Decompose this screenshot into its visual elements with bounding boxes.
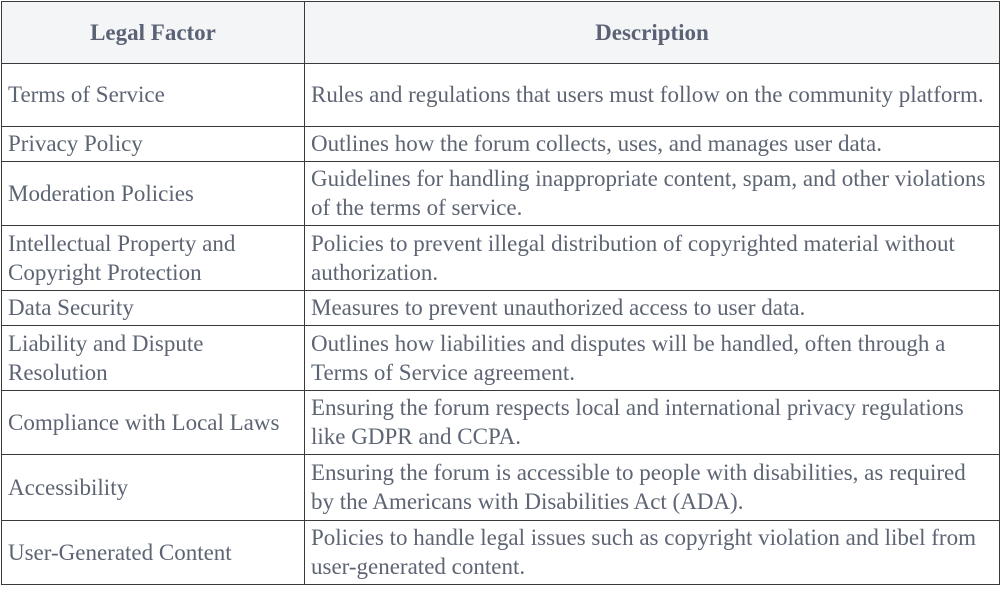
factor-cell: Compliance with Local Laws <box>2 391 305 455</box>
description-cell: Policies to handle legal issues such as copyright violation and libel from user-generated content. <box>305 521 1000 585</box>
description-cell: Ensuring the forum is accessible to people with disabilities, as required by the Americans with Disabilities Act (ADA). <box>305 455 1000 521</box>
header-description: Description <box>305 2 1000 64</box>
table-row <box>2 226 1000 291</box>
description-cell: Rules and regulations that users must follow on the community platform. <box>305 64 1000 127</box>
table-row <box>2 291 1000 326</box>
description-cell: Policies to prevent illegal distribution of copyrighted material without authorization. <box>305 226 1000 291</box>
table-row <box>2 455 1000 521</box>
description-cell: Guidelines for handling inappropriate content, spam, and other violations of the terms of service. <box>305 162 1000 226</box>
description-cell: Outlines how the forum collects, uses, and manages user data. <box>305 127 1000 162</box>
factor-cell: Data Security <box>2 291 305 326</box>
table-body <box>2 64 1000 585</box>
table-header <box>2 2 1000 64</box>
header-legal-factor: Legal Factor <box>2 2 305 64</box>
table-row <box>2 391 1000 455</box>
description-cell: Ensuring the forum respects local and international privacy regulations like GDPR and CCPA. <box>305 391 1000 455</box>
description-cell: Measures to prevent unauthorized access to user data. <box>305 291 1000 326</box>
factor-cell: User-Generated Content <box>2 521 305 585</box>
header-row <box>2 2 1000 64</box>
table-row <box>2 64 1000 127</box>
table-row <box>2 127 1000 162</box>
table-row <box>2 521 1000 585</box>
description-cell: Outlines how liabilities and disputes will be handled, often through a Terms of Service agreement. <box>305 326 1000 391</box>
table-row <box>2 162 1000 226</box>
factor-cell: Intellectual Property and Copyright Protection <box>2 226 305 291</box>
factor-cell: Terms of Service <box>2 64 305 127</box>
factor-cell: Moderation Policies <box>2 162 305 226</box>
table-row <box>2 326 1000 391</box>
factor-cell: Liability and Dispute Resolution <box>2 326 305 391</box>
legal-factors-table <box>1 1 1000 585</box>
factor-cell: Accessibility <box>2 455 305 521</box>
factor-cell: Privacy Policy <box>2 127 305 162</box>
